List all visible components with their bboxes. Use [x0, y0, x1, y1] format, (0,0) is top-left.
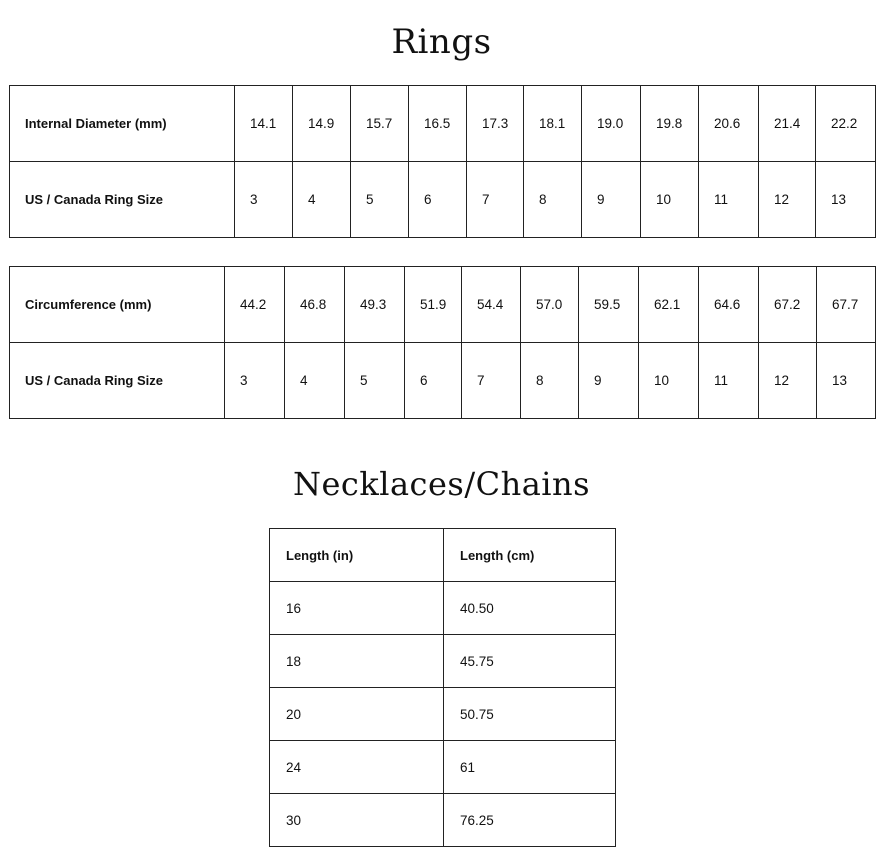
- table-row: [270, 688, 616, 741]
- length-in-cell: 18: [270, 635, 444, 688]
- length-in-cell: 20: [270, 688, 444, 741]
- table-cell: 16.5: [409, 86, 467, 162]
- table-cell: 3: [235, 162, 293, 238]
- table-cell: 10: [639, 343, 699, 419]
- table-cell: 54.4: [462, 267, 521, 343]
- table-cell: 12: [759, 343, 817, 419]
- table-cell: 18.1: [524, 86, 582, 162]
- table-cell: 51.9: [405, 267, 462, 343]
- table-cell: 8: [524, 162, 582, 238]
- table-cell: 3: [225, 343, 285, 419]
- table-cell: 7: [467, 162, 524, 238]
- table-cell: 13: [816, 162, 876, 238]
- table-cell: 9: [582, 162, 641, 238]
- necklace-header-row: [270, 529, 616, 582]
- table-cell: 9: [579, 343, 639, 419]
- table-row: [270, 635, 616, 688]
- length-in-cell: 16: [270, 582, 444, 635]
- table-cell: 17.3: [467, 86, 524, 162]
- necklaces-title: Necklaces/Chains: [292, 465, 591, 503]
- table-cell: 44.2: [225, 267, 285, 343]
- ring-diameter-table: [9, 85, 876, 238]
- table-cell: 5: [351, 162, 409, 238]
- header-length-in: Length (in): [270, 529, 444, 582]
- length-cm-cell: 61: [444, 741, 616, 794]
- row-label: US / Canada Ring Size: [10, 343, 225, 419]
- length-cm-cell: 40.50: [444, 582, 616, 635]
- table-row: [10, 86, 876, 162]
- table-cell: 57.0: [521, 267, 579, 343]
- table-cell: 19.0: [582, 86, 641, 162]
- table-cell: 46.8: [285, 267, 345, 343]
- table-cell: 22.2: [816, 86, 876, 162]
- row-label: Internal Diameter (mm): [10, 86, 235, 162]
- table-cell: 12: [759, 162, 816, 238]
- table-cell: 15.7: [351, 86, 409, 162]
- ring-circumference-table: [9, 266, 876, 419]
- table-cell: 67.7: [817, 267, 876, 343]
- table-cell: 49.3: [345, 267, 405, 343]
- length-cm-cell: 76.25: [444, 794, 616, 847]
- row-label: US / Canada Ring Size: [10, 162, 235, 238]
- table-cell: 6: [405, 343, 462, 419]
- table-cell: 13: [817, 343, 876, 419]
- table-cell: 64.6: [699, 267, 759, 343]
- length-in-cell: 30: [270, 794, 444, 847]
- table-cell: 59.5: [579, 267, 639, 343]
- table-row: [270, 741, 616, 794]
- table-row: [270, 794, 616, 847]
- table-cell: 20.6: [699, 86, 759, 162]
- table-cell: 7: [462, 343, 521, 419]
- table-cell: 8: [521, 343, 579, 419]
- table-cell: 11: [699, 343, 759, 419]
- table-row: [270, 582, 616, 635]
- table-cell: 67.2: [759, 267, 817, 343]
- row-label: Circumference (mm): [10, 267, 225, 343]
- table-cell: 4: [285, 343, 345, 419]
- table-cell: 6: [409, 162, 467, 238]
- table-cell: 5: [345, 343, 405, 419]
- table-cell: 4: [293, 162, 351, 238]
- table-cell: 10: [641, 162, 699, 238]
- table-cell: 21.4: [759, 86, 816, 162]
- necklace-length-table: [269, 528, 616, 847]
- table-cell: 62.1: [639, 267, 699, 343]
- necklace-length-body: [270, 529, 616, 847]
- table-cell: 11: [699, 162, 759, 238]
- length-cm-cell: 50.75: [444, 688, 616, 741]
- ring-diameter-body: [10, 86, 876, 238]
- length-in-cell: 24: [270, 741, 444, 794]
- table-row: [10, 267, 876, 343]
- header-length-cm: Length (cm): [444, 529, 616, 582]
- rings-title: Rings: [391, 22, 492, 62]
- table-cell: 14.9: [293, 86, 351, 162]
- table-row: [10, 162, 876, 238]
- table-cell: 14.1: [235, 86, 293, 162]
- table-cell: 19.8: [641, 86, 699, 162]
- table-row: [10, 343, 876, 419]
- length-cm-cell: 45.75: [444, 635, 616, 688]
- ring-circumference-body: [10, 267, 876, 419]
